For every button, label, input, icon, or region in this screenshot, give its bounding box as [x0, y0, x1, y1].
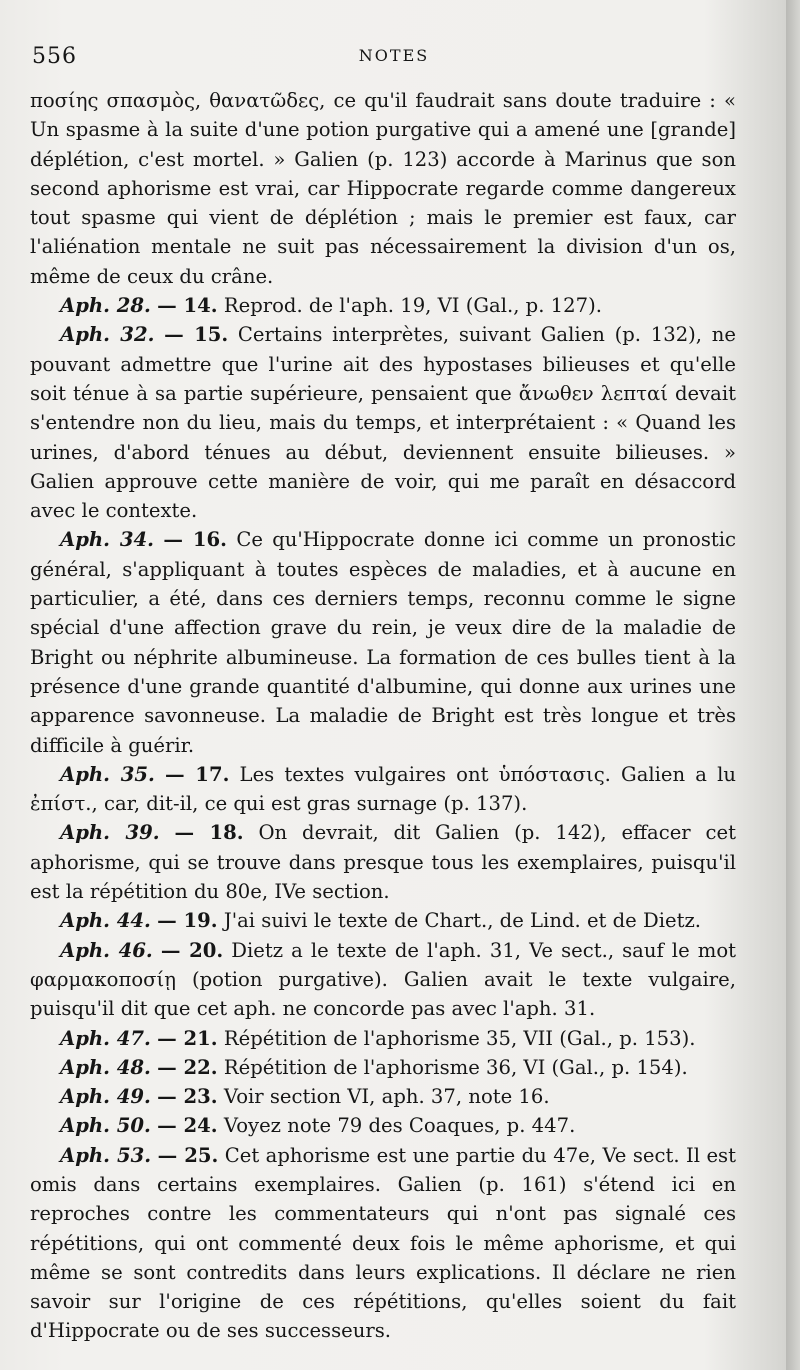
note-number: — 24. — [157, 1114, 218, 1138]
aphorism-ref: Aph. 35. — [60, 762, 155, 786]
aphorism-ref: Aph. 34. — [60, 528, 154, 552]
note-text: Certains interprètes, suivant Galien (p. 132), ne pouvant admettre que l'urine ait des hypostases bilieuses et qu'elle soit ténue à sa partie supérieure, pensaient que ἄνωθεν λεπταί devait s'entendre non du lieu, mais du temps, et interprétaient : « Quand les urines, d'abord ténues au début, deviennent ensuite bilieuses. » Galien approuve cette manière de voir, qui me paraît en désaccord avec le contexte. — [30, 323, 736, 523]
note-text: On devrait, dit Galien (p. 142), effacer cet aphorisme, qui se trouve dans presque tous les exemplaires, puisqu'il est la répétition du 80e, IVe section. — [30, 821, 736, 904]
note-23 — [30, 1082, 736, 1111]
aphorism-ref: Aph. 53. — [60, 1143, 152, 1167]
note-text: Voyez note 79 des Coaques, p. 447. — [217, 1114, 576, 1138]
note-24 — [30, 1111, 736, 1140]
aphorism-ref: Aph. 28. — [60, 294, 151, 318]
note-22 — [30, 1053, 736, 1082]
note-continuation: ποσίης σπασμὸς, θανατῶδες, ce qu'il faudrait sans doute traduire : « Un spasme à la suite d'une potion purgative qui a amené une [grande] déplétion, c'est mortel. » Galien (p. 123) accorde à Marinus que son second aphorisme est vrai, car Hippocrate regarde comme dangereux tout spasme qui vient de déplétion ; mais le premier est faux, car l'aliénation mentale ne suit pas nécessairement la division d'un os, même de ceux du crâne. — [30, 89, 736, 288]
note-15 — [30, 320, 736, 525]
note-number: — 20. — [160, 938, 224, 962]
note-17 — [30, 760, 736, 819]
aphorism-ref: Aph. 50. — [60, 1114, 151, 1138]
note-number: — 18. — [174, 821, 244, 845]
aphorism-ref: Aph. 44. — [60, 909, 151, 933]
note-number: — 22. — [157, 1055, 218, 1079]
note-text: Répétition de l'aphorisme 36, VI (Gal., p. 154). — [217, 1055, 688, 1079]
note-text: Ce qu'Hippocrate donne ici comme un pronostic général, s'appliquant à toutes espèces de maladies, et à aucune en particulier, a été, dans ces derniers temps, reconnu comme le signe spécial d'une affection grave du rein, je veux dire de la maladie de Bright ou néphrite albumineuse. La formation de ces bulles tient à la présence d'une grande quantité d'albumine, qui donne aux urines une apparence savonneuse. La maladie de Bright est très longue et très difficile à guérir. — [30, 528, 736, 757]
note-14 — [30, 291, 736, 320]
note-number: — 25. — [157, 1143, 219, 1167]
note-text: Répétition de l'aphorisme 35, VII (Gal., p. 153). — [217, 1026, 696, 1050]
page-edge-shadow — [786, 0, 800, 1370]
note-16 — [30, 525, 736, 759]
note-19 — [30, 906, 736, 935]
note-number: — 23. — [157, 1085, 218, 1109]
notes-body — [30, 86, 736, 1346]
note-text: Les textes vulgaires ont ὑπόστασις. Galien a lu ἐπίστ., car, dit-il, ce qui est gras surnage (p. 137). — [30, 762, 736, 816]
note-25 — [30, 1141, 736, 1346]
note-text: Cet aphorisme est une partie du 47e, Ve sect. Il est omis dans certains exemplaires. Galien (p. 161) s'étend ici en reproches contre les commentateurs qui n'ont pas signalé ces répétitions, qui ont commenté deux fois le même aphorisme, et qui même se sont contredits dans leurs explications. Il déclare ne rien savoir sur l'origine de ces répétitions, qu'elles soient du fait d'Hippocrate ou de ses successeurs. — [30, 1143, 736, 1343]
note-number: — 21. — [157, 1026, 218, 1050]
page-header — [32, 44, 756, 74]
note-18 — [30, 818, 736, 906]
note-number: — 15. — [164, 323, 229, 347]
aphorism-ref: Aph. 47. — [60, 1026, 151, 1050]
aphorism-ref: Aph. 39. — [60, 821, 160, 845]
aphorism-ref: Aph. 32. — [60, 323, 155, 347]
note-number: — 19. — [157, 909, 218, 933]
aphorism-ref: Aph. 49. — [60, 1085, 151, 1109]
note-text: Voir section VI, aph. 37, note 16. — [217, 1085, 550, 1109]
page-number: 556 — [32, 44, 77, 69]
running-head: NOTES — [358, 46, 430, 65]
note-number: — 14. — [157, 294, 218, 318]
note-text: J'ai suivi le texte de Chart., de Lind. et de Dietz. — [217, 909, 702, 933]
aphorism-ref: Aph. 48. — [60, 1055, 151, 1079]
note-21 — [30, 1024, 736, 1053]
note-number: — 16. — [163, 528, 227, 552]
note-text: Reprod. de l'aph. 19, VI (Gal., p. 127). — [217, 294, 602, 318]
note-number: — 17. — [164, 762, 230, 786]
note-20 — [30, 936, 736, 1024]
note-text: Dietz a le texte de l'aph. 31, Ve sect., sauf le mot φαρμακοποσίῃ (potion purgative). Galien avait le texte vulgaire, puisqu'il dit que cet aph. ne concorde pas avec l'aph. 31. — [30, 938, 736, 1021]
aphorism-ref: Aph. 46. — [60, 938, 153, 962]
